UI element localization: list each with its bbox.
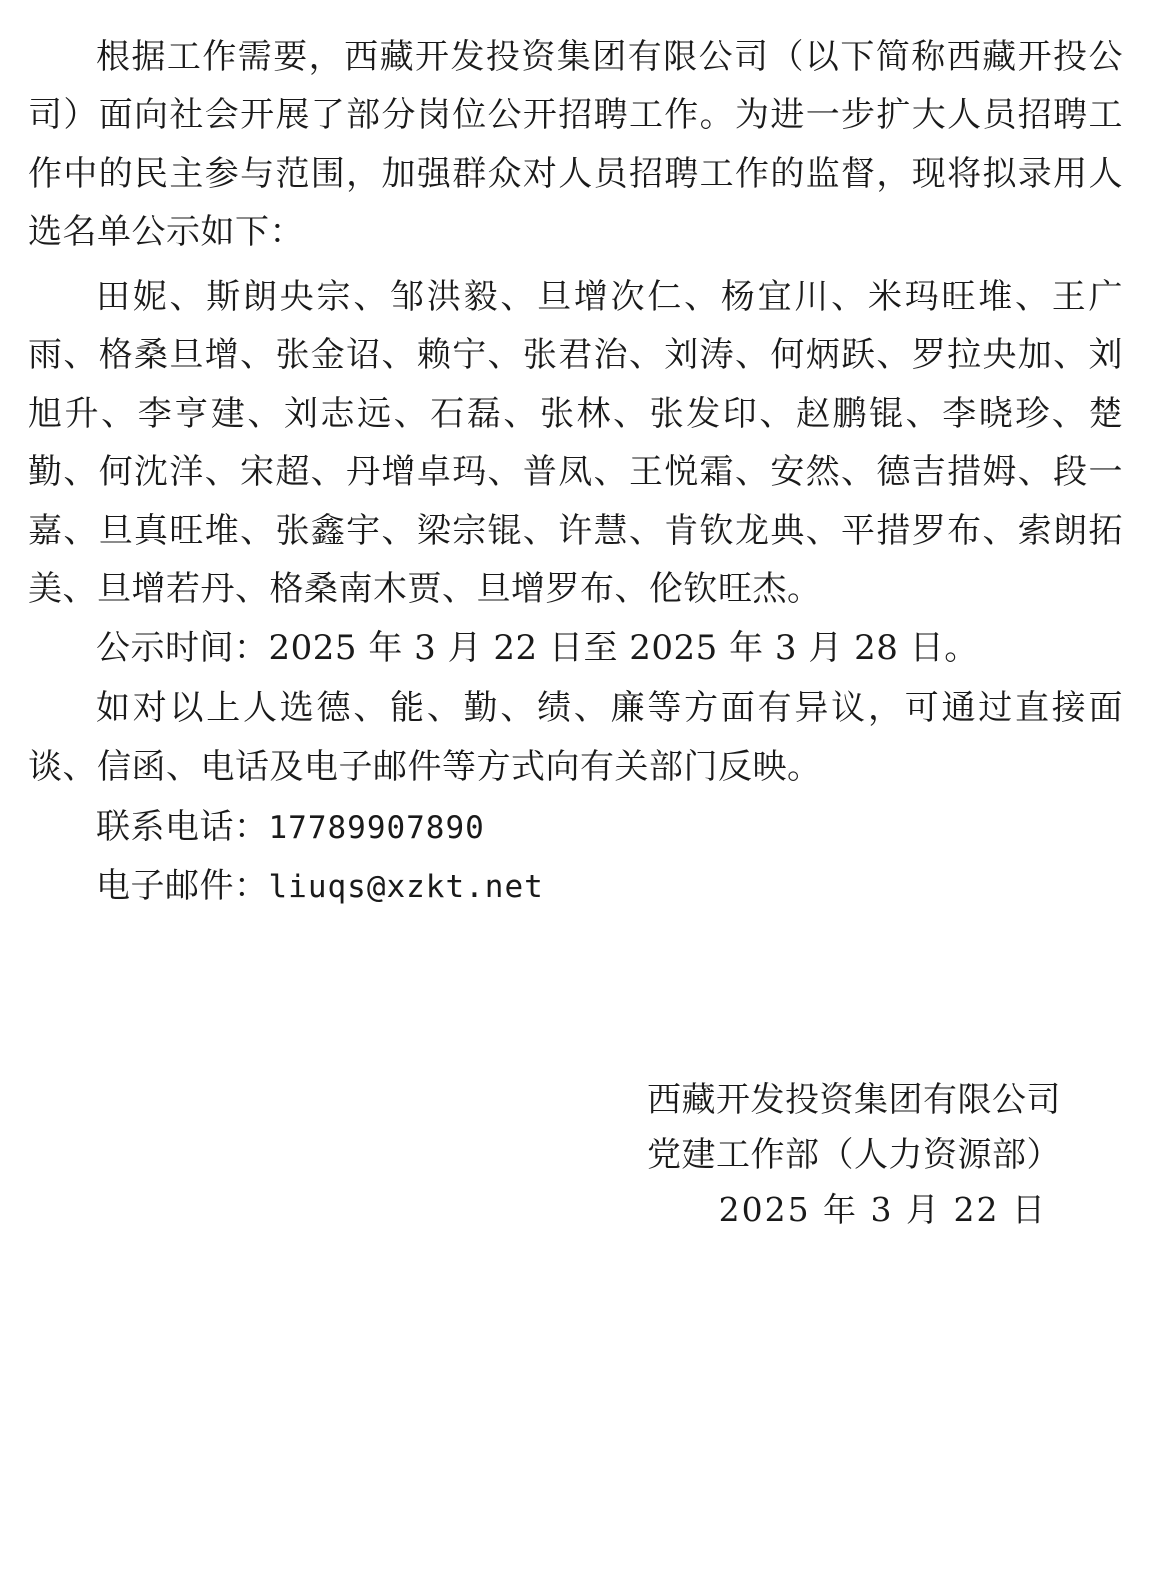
contact-phone-row (28, 798, 1123, 856)
contact-email-row (28, 857, 1123, 915)
signature-department: 党建工作部（人力资源部） (647, 1135, 1061, 1176)
intro-paragraph: 根据工作需要，西藏开发投资集团有限公司（以下简称西藏开投公司）面向社会开展了部分岗位公开招聘工作。为进一步扩大人员招聘工作中的民主参与范围，加强群众对人员招聘工作的监督，现将拟录用人选名单公示如下： (28, 37, 1123, 253)
candidate-name-list: 田妮、斯朗央宗、邹洪毅、旦增次仁、杨宜川、米玛旺堆、王广雨、格桑旦增、张金诏、赖宁、张君治、刘涛、何炳跃、罗拉央加、刘旭升、李亨建、刘志远、石磊、张林、张发印、赵鹏锟、李晓珍、楚勤、何沈洋、宋超、丹增卓玛、普凤、王悦霜、安然、德吉措姆、段一嘉、旦真旺堆、张鑫宇、梁宗锟、许慧、肯钦龙典、平措罗布、索朗拓美、旦增若丹、格桑南木贾、旦增罗布、伦钦旺杰。 (28, 276, 1123, 610)
contact-phone-value: 17789907890 (268, 810, 485, 847)
contact-email-value: liuqs@xzkt.net (268, 868, 544, 905)
publicity-period: 公示时间：2025 年 3 月 22 日至 2025 年 3 月 28 日。 (96, 627, 979, 668)
signature-date: 2025 年 3 月 22 日 (718, 1190, 1047, 1230)
vertical-spacer (28, 915, 1123, 1033)
contact-phone-label: 联系电话： (96, 807, 269, 848)
contact-email-label: 电子邮件： (96, 865, 269, 906)
objection-notice: 如对以上人选德、能、勤、绩、廉等方面有异议，可通过直接面谈、信函、电话及电子邮件等方式向有关部门反映。 (28, 688, 1123, 787)
signature-block (28, 1073, 1123, 1237)
signature-organization: 西藏开发投资集团有限公司 (647, 1080, 1061, 1121)
